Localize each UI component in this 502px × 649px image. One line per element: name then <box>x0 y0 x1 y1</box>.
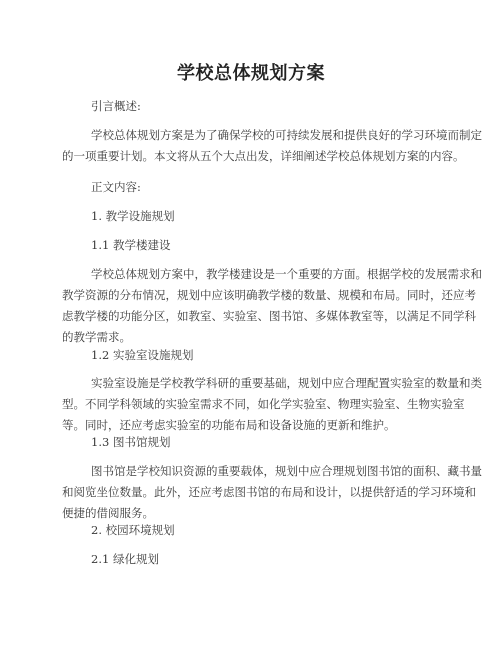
document-title: 学校总体规划方案 <box>177 63 325 84</box>
section-1-1-heading: 1.1 教学楼建设 <box>91 238 171 252</box>
section-1-1-line-4: 的教学需求。 <box>62 330 131 344</box>
section-1-3-paragraph <box>62 461 482 524</box>
section-1-2-line-1: 实验室设施是学校教学科研的重要基础，规划中应合理配置实验室的数量和类 <box>91 376 482 390</box>
section-2-1-heading: 2.1 绿化规划 <box>91 552 159 566</box>
section-1-1-line-1: 学校总体规划方案中，教学楼建设是一个重要的方面。根据学校的发展需求和 <box>91 267 482 281</box>
intro-line-1: 学校总体规划方案是为了确保学校的可持续发展和提供良好的学习环境而制定 <box>91 128 482 142</box>
section-1-3-heading: 1.3 图书馆规划 <box>91 435 171 449</box>
intro-heading: 引言概述: <box>91 99 141 113</box>
section-1-3-line-3: 便捷的借阅服务。 <box>62 506 154 520</box>
section-1-2-line-2: 型。不同学科领域的实验室需求不同，如化学实验室、物理实验室、生物实验室 <box>62 397 465 411</box>
section-1-3-line-1: 图书馆是学校知识资源的重要载体，规划中应合理规划图书馆的面积、藏书量 <box>91 464 482 478</box>
section-1-1-paragraph <box>62 264 482 348</box>
section-1-2-line-3: 等。同时，还应考虑实验室的功能布局和设备设施的更新和维护。 <box>62 418 396 432</box>
section-1-3-line-2: 和阅览坐位数量。此外，还应考虑图书馆的布局和设计，以提供舒适的学习环境和 <box>62 485 476 499</box>
section-1-1-line-2: 教学资源的分布情况，规划中应该明确教学楼的数量、规模和布局。同时，还应考 <box>62 288 476 302</box>
body-heading: 正文内容: <box>91 180 141 194</box>
section-1-1-line-3: 虑教学楼的功能分区，如教室、实验室、图书馆、多媒体教室等，以满足不同学科 <box>62 309 476 323</box>
intro-line-2: 的一项重要计划。本文将从五个大点出发，详细阐述学校总体规划方案的内容。 <box>62 149 465 163</box>
section-1-heading: 1. 教学设施规划 <box>91 209 175 223</box>
section-1-2-paragraph <box>62 373 482 436</box>
intro-paragraph <box>62 125 482 167</box>
section-2-heading: 2. 校园环境规划 <box>91 523 175 537</box>
section-1-2-heading: 1.2 实验室设施规划 <box>91 348 194 362</box>
